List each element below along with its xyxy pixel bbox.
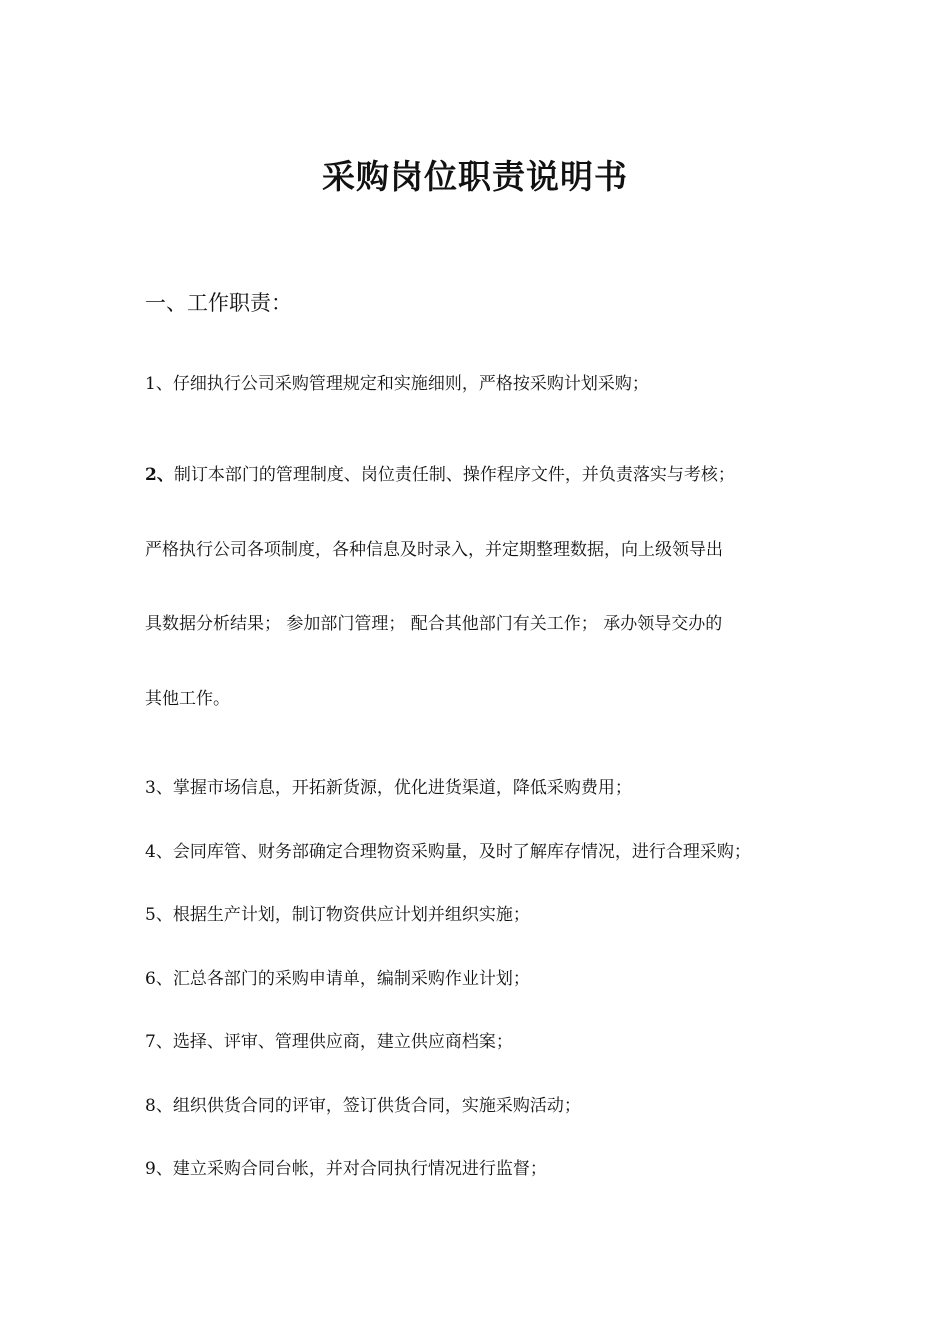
duty-item-2-line-4: 其他工作。	[145, 689, 230, 709]
duty-item-3: 3、掌握市场信息，开拓新货源，优化进货渠道，降低采购费用；	[145, 778, 632, 798]
duty-item-5: 5、根据生产计划，制订物资供应计划并组织实施；	[145, 905, 530, 925]
document-title: 采购岗位职责说明书	[322, 157, 628, 196]
duty-item-2-line-2: 严格执行公司各项制度，各种信息及时录入，并定期整理数据，向上级领导出	[145, 540, 723, 560]
duty-item-6: 6、汇总各部门的采购申请单，编制采购作业计划；	[145, 969, 530, 989]
duty-item-2-text: 制订本部门的管理制度、岗位责任制、操作程序文件，并负责落实与考核；	[173, 465, 735, 485]
duty-item-2-line-1	[145, 461, 735, 489]
duty-item-7: 7、选择、评审、管理供应商，建立供应商档案；	[145, 1032, 513, 1052]
duty-item-1: 1、仔细执行公司采购管理规定和实施细则，严格按采购计划采购；	[145, 374, 649, 394]
duty-item-2-number: 2、	[145, 465, 174, 485]
duty-item-4: 4、会同库管、财务部确定合理物资采购量，及时了解库存情况，进行合理采购；	[145, 842, 751, 862]
duty-item-9: 9、建立采购合同台帐，并对合同执行情况进行监督；	[145, 1159, 547, 1179]
section-heading-duties: 一、工作职责：	[145, 291, 292, 315]
duty-item-2-line-3: 具数据分析结果； 参加部门管理； 配合其他部门有关工作； 承办领导交办的	[145, 614, 723, 634]
duty-item-8: 8、组织供货合同的评审，签订供货合同，实施采购活动；	[145, 1096, 581, 1116]
